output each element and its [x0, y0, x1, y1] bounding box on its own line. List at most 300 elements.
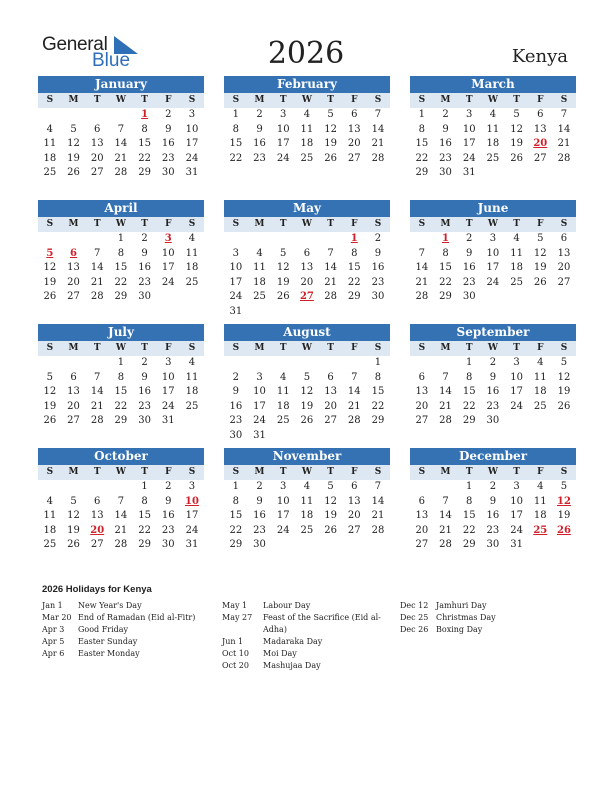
- week-row: [38, 480, 204, 495]
- weekday-label: F: [165, 95, 172, 105]
- day-cell: 5: [327, 481, 334, 492]
- day-cell: 22: [439, 276, 452, 288]
- holiday-day: 12: [557, 495, 571, 507]
- day-cell: 13: [347, 495, 361, 507]
- day-cell: 21: [371, 510, 385, 521]
- month-title: December: [410, 448, 576, 465]
- logo-blue-text: Blue: [92, 50, 131, 71]
- month-january: [38, 76, 204, 181]
- day-cell: 5: [303, 371, 311, 383]
- day-cell: 20: [415, 400, 429, 412]
- day-cell: 13: [90, 138, 104, 149]
- day-cell: 14: [439, 510, 452, 521]
- day-cell: 29: [462, 539, 476, 550]
- week-row: [410, 232, 576, 247]
- week-row: [224, 305, 390, 320]
- day-cell: 8: [418, 123, 426, 135]
- day-cell: 27: [90, 167, 104, 178]
- weekday-label: T: [327, 219, 334, 229]
- empty-day: [62, 232, 86, 247]
- holiday-name: Christmas Day: [436, 613, 496, 622]
- weekday-label: M: [254, 219, 265, 229]
- weekday-label: S: [374, 219, 382, 229]
- week-row: [224, 261, 390, 276]
- week-row: [38, 108, 204, 123]
- day-cell: 31: [462, 167, 476, 178]
- day-cell: 29: [462, 415, 476, 426]
- day-cell: 4: [46, 123, 54, 135]
- day-cell: 22: [138, 152, 151, 164]
- weekday-label: F: [165, 467, 172, 477]
- day-cell: 30: [486, 415, 500, 426]
- day-cell: 22: [347, 276, 361, 288]
- day-cell: 13: [90, 510, 104, 521]
- weekday-label: M: [68, 219, 79, 229]
- day-cell: 3: [513, 481, 520, 492]
- day-cell: 10: [276, 495, 290, 507]
- day-cell: 9: [165, 123, 172, 135]
- weekday-label: T: [93, 95, 101, 105]
- day-cell: 7: [327, 247, 334, 259]
- day-cell: 6: [94, 495, 101, 507]
- day-cell: 20: [347, 138, 361, 149]
- day-cell: 30: [253, 539, 266, 550]
- weekday-label: W: [301, 95, 312, 105]
- day-cell: 8: [466, 371, 473, 383]
- day-cell: 11: [510, 247, 523, 259]
- week-row: [410, 509, 576, 524]
- day-cell: 3: [280, 481, 287, 492]
- empty-day: [528, 290, 552, 305]
- day-cell: 12: [324, 123, 337, 135]
- day-cell: 9: [232, 386, 240, 397]
- week-row: [224, 247, 390, 262]
- day-cell: 22: [415, 152, 429, 164]
- day-cell: 12: [67, 138, 80, 149]
- weekday-label: T: [465, 467, 473, 477]
- day-cell: 19: [557, 510, 571, 521]
- day-cell: 24: [161, 400, 175, 412]
- day-cell: 31: [229, 305, 243, 317]
- day-cell: 17: [510, 386, 523, 397]
- day-cell: 6: [70, 371, 77, 383]
- day-cell: 23: [486, 524, 500, 536]
- weekday-label: T: [141, 95, 148, 105]
- holiday-name: End of Ramadan (Eid al-Fitr): [78, 613, 196, 622]
- day-cell: 5: [327, 109, 334, 120]
- day-cell: 27: [557, 276, 571, 288]
- day-cell: 10: [229, 262, 243, 273]
- day-cell: 27: [347, 152, 361, 164]
- empty-day: [528, 414, 552, 429]
- day-cell: 8: [466, 495, 473, 507]
- day-cell: 8: [141, 123, 148, 135]
- week-row: [410, 137, 576, 152]
- day-cell: 14: [439, 386, 452, 397]
- holiday-item: [42, 612, 202, 624]
- week-row: [224, 524, 390, 539]
- weekday-label: T: [513, 219, 520, 229]
- weekday-header: [224, 465, 390, 480]
- empty-day: [38, 232, 62, 247]
- day-cell: 15: [462, 386, 476, 397]
- holiday-date: Dec 26: [400, 625, 429, 634]
- day-cell: 17: [276, 138, 290, 149]
- week-row: [224, 414, 390, 429]
- week-row: [410, 247, 576, 262]
- empty-day: [319, 232, 343, 247]
- holiday-date: May 1: [222, 601, 248, 610]
- month-title: April: [38, 200, 204, 217]
- day-cell: 25: [533, 400, 547, 412]
- day-cell: 24: [229, 291, 243, 302]
- week-row: [38, 166, 204, 181]
- holiday-name: Boxing Day: [436, 625, 483, 634]
- empty-day: [271, 429, 295, 444]
- day-cell: 19: [300, 400, 314, 412]
- day-cell: 2: [141, 233, 148, 244]
- day-cell: 24: [185, 152, 199, 164]
- day-cell: 8: [232, 495, 240, 507]
- weekday-label: W: [301, 343, 312, 353]
- day-cell: 5: [46, 371, 54, 383]
- day-cell: 8: [374, 371, 382, 383]
- day-cell: 28: [114, 167, 128, 178]
- day-cell: 17: [253, 400, 266, 412]
- empty-day: [38, 480, 62, 495]
- holiday-column: [400, 600, 520, 636]
- weekday-label: S: [46, 343, 54, 353]
- day-cell: 7: [94, 247, 101, 259]
- month-title: February: [224, 76, 390, 93]
- day-cell: 25: [300, 152, 314, 164]
- month-march: [410, 76, 576, 181]
- day-cell: 23: [253, 524, 266, 536]
- day-cell: 4: [489, 109, 497, 120]
- week-row: [410, 290, 576, 305]
- week-row: [38, 152, 204, 167]
- day-cell: 8: [117, 371, 125, 383]
- weekday-header: [410, 465, 576, 480]
- day-cell: 18: [43, 524, 57, 536]
- week-row: [38, 290, 204, 305]
- day-cell: 15: [439, 262, 452, 273]
- day-cell: 1: [232, 109, 240, 120]
- day-cell: 3: [165, 357, 172, 368]
- day-cell: 20: [415, 524, 429, 536]
- day-cell: 24: [185, 524, 199, 536]
- day-cell: 21: [557, 138, 571, 149]
- day-cell: 19: [510, 138, 523, 149]
- day-cell: 16: [253, 138, 266, 149]
- holiday-day: 1: [350, 233, 358, 244]
- day-cell: 28: [347, 415, 361, 426]
- week-row: [38, 414, 204, 429]
- day-cell: 4: [188, 357, 196, 368]
- day-cell: 10: [462, 123, 476, 135]
- day-cell: 9: [141, 371, 148, 383]
- day-cell: 26: [510, 152, 523, 164]
- empty-day: [271, 356, 295, 371]
- empty-day: [62, 480, 86, 495]
- weekday-label: T: [465, 343, 473, 353]
- day-cell: 14: [114, 138, 128, 149]
- day-cell: 29: [114, 415, 128, 426]
- weekday-label: T: [327, 95, 334, 105]
- weekday-label: S: [46, 467, 54, 477]
- day-cell: 11: [533, 495, 547, 507]
- day-cell: 19: [276, 276, 290, 288]
- day-cell: 18: [253, 276, 266, 288]
- day-cell: 28: [114, 539, 128, 550]
- empty-day: [505, 290, 529, 305]
- day-cell: 17: [276, 510, 290, 521]
- weekday-label: S: [374, 95, 382, 105]
- weekday-label: F: [165, 219, 172, 229]
- day-cell: 20: [557, 262, 571, 273]
- empty-day: [366, 305, 390, 320]
- day-cell: 13: [347, 123, 361, 135]
- weekday-label: T: [279, 343, 287, 353]
- day-cell: 5: [537, 233, 544, 244]
- day-cell: 13: [415, 510, 429, 521]
- weekday-label: T: [279, 219, 287, 229]
- empty-day: [271, 305, 295, 320]
- week-row: [224, 152, 390, 167]
- day-cell: 6: [303, 247, 311, 259]
- week-row: [38, 538, 204, 553]
- day-cell: 17: [161, 262, 175, 273]
- week-row: [224, 108, 390, 123]
- weekday-label: W: [301, 219, 312, 229]
- day-cell: 11: [185, 371, 199, 383]
- day-cell: 1: [418, 109, 426, 120]
- day-cell: 1: [466, 357, 473, 368]
- week-row: [224, 385, 390, 400]
- day-cell: 5: [280, 247, 287, 259]
- day-cell: 18: [300, 138, 314, 149]
- day-cell: 12: [276, 262, 290, 273]
- empty-day: [295, 538, 319, 553]
- day-cell: 8: [117, 247, 125, 259]
- day-cell: 27: [533, 152, 547, 164]
- day-cell: 29: [415, 167, 429, 178]
- empty-day: [366, 538, 390, 553]
- holiday-date: Mar 20: [42, 613, 72, 622]
- day-cell: 30: [439, 167, 452, 178]
- day-cell: 10: [510, 371, 523, 383]
- day-cell: 28: [324, 291, 337, 302]
- day-cell: 9: [466, 247, 473, 259]
- weekday-label: F: [351, 467, 358, 477]
- holiday-name: Good Friday: [78, 625, 129, 634]
- day-cell: 18: [486, 138, 500, 149]
- weekday-header: [38, 465, 204, 480]
- month-title: November: [224, 448, 390, 465]
- day-cell: 21: [371, 138, 385, 149]
- day-cell: 3: [256, 371, 263, 383]
- weekday-label: F: [351, 219, 358, 229]
- weekday-label: S: [188, 343, 196, 353]
- holiday-item: [42, 648, 202, 660]
- weekday-label: S: [560, 95, 568, 105]
- week-row: [410, 524, 576, 539]
- day-cell: 8: [442, 247, 449, 259]
- day-cell: 1: [374, 357, 382, 368]
- day-cell: 5: [560, 357, 568, 368]
- week-row: [224, 276, 390, 291]
- day-cell: 23: [462, 276, 476, 288]
- day-cell: 23: [138, 400, 151, 412]
- weekday-header: [224, 217, 390, 232]
- day-cell: 30: [161, 167, 175, 178]
- day-cell: 19: [324, 138, 337, 149]
- day-cell: 14: [557, 123, 571, 135]
- holiday-name: New Year's Day: [78, 601, 142, 610]
- holiday-name: Moi Day: [263, 649, 297, 658]
- day-cell: 25: [510, 276, 523, 288]
- day-cell: 11: [43, 138, 57, 149]
- week-row: [224, 538, 390, 553]
- day-cell: 24: [253, 415, 266, 426]
- month-june: [410, 200, 576, 305]
- holiday-day: 3: [164, 233, 172, 244]
- empty-day: [342, 356, 366, 371]
- empty-day: [505, 166, 529, 181]
- holiday-item: [42, 624, 202, 636]
- day-cell: 21: [439, 400, 452, 412]
- weekday-header: [410, 217, 576, 232]
- weekday-label: T: [327, 343, 334, 353]
- empty-day: [85, 108, 109, 123]
- empty-day: [552, 538, 576, 553]
- empty-day: [410, 232, 434, 247]
- empty-day: [109, 480, 133, 495]
- weekday-label: S: [46, 95, 54, 105]
- weekday-label: W: [115, 467, 126, 477]
- day-cell: 12: [557, 371, 571, 383]
- empty-day: [38, 356, 62, 371]
- empty-day: [271, 538, 295, 553]
- week-row: [224, 480, 390, 495]
- weekday-header: [38, 217, 204, 232]
- day-cell: 2: [165, 481, 172, 492]
- day-cell: 10: [185, 123, 199, 135]
- day-cell: 2: [489, 357, 497, 368]
- day-cell: 28: [557, 152, 571, 164]
- empty-day: [180, 414, 204, 429]
- empty-day: [505, 414, 529, 429]
- week-row: [38, 509, 204, 524]
- day-cell: 16: [161, 510, 175, 521]
- day-cell: 14: [371, 495, 385, 507]
- day-cell: 10: [276, 123, 290, 135]
- holiday-date: Apr 3: [42, 625, 65, 634]
- weekday-label: S: [232, 95, 240, 105]
- day-cell: 2: [232, 371, 240, 383]
- day-cell: 4: [513, 233, 520, 244]
- holiday-name: Labour Day: [263, 601, 311, 610]
- week-row: [224, 495, 390, 510]
- empty-day: [224, 356, 248, 371]
- week-row: [38, 495, 204, 510]
- empty-day: [85, 356, 109, 371]
- weekday-label: T: [279, 95, 287, 105]
- day-cell: 8: [351, 247, 358, 259]
- day-cell: 15: [415, 138, 429, 149]
- weekday-label: S: [188, 95, 196, 105]
- day-cell: 28: [439, 415, 452, 426]
- day-cell: 26: [43, 415, 57, 426]
- day-cell: 26: [300, 415, 314, 426]
- day-cell: 22: [229, 152, 243, 164]
- weekday-label: F: [537, 219, 544, 229]
- empty-day: [295, 232, 319, 247]
- day-cell: 29: [114, 291, 128, 302]
- day-cell: 16: [253, 510, 266, 521]
- weekday-label: W: [301, 467, 312, 477]
- day-cell: 28: [415, 291, 429, 302]
- day-cell: 28: [90, 291, 104, 302]
- day-cell: 30: [138, 291, 151, 302]
- weekday-label: M: [440, 95, 451, 105]
- day-cell: 1: [117, 233, 125, 244]
- weekday-label: F: [537, 343, 544, 353]
- empty-day: [109, 108, 133, 123]
- holiday-name: Easter Monday: [78, 649, 140, 658]
- empty-day: [342, 305, 366, 320]
- day-cell: 2: [256, 109, 263, 120]
- empty-day: [248, 305, 272, 320]
- day-cell: 18: [276, 400, 290, 412]
- weekday-label: T: [141, 343, 148, 353]
- holiday-day: 1: [141, 109, 149, 120]
- day-cell: 23: [161, 152, 175, 164]
- month-title: September: [410, 324, 576, 341]
- week-row: [224, 137, 390, 152]
- day-cell: 17: [185, 138, 199, 149]
- day-cell: 14: [114, 510, 128, 521]
- month-may: [224, 200, 390, 319]
- weekday-label: W: [115, 95, 126, 105]
- week-row: [410, 166, 576, 181]
- day-cell: 15: [138, 138, 151, 149]
- day-cell: 25: [486, 152, 500, 164]
- day-cell: 19: [557, 386, 571, 397]
- week-row: [410, 356, 576, 371]
- day-cell: 6: [418, 495, 426, 507]
- day-cell: 9: [374, 247, 382, 259]
- weekday-label: M: [68, 95, 79, 105]
- day-cell: 12: [324, 495, 337, 507]
- empty-day: [410, 356, 434, 371]
- day-cell: 5: [560, 481, 568, 492]
- day-cell: 25: [185, 400, 199, 412]
- holiday-date: Jan 1: [42, 601, 63, 610]
- day-cell: 15: [114, 386, 128, 397]
- day-cell: 24: [462, 152, 476, 164]
- day-cell: 10: [510, 495, 523, 507]
- weekday-label: M: [254, 343, 265, 353]
- week-row: [410, 371, 576, 386]
- day-cell: 24: [510, 400, 523, 412]
- day-cell: 29: [138, 167, 151, 178]
- day-cell: 26: [533, 276, 547, 288]
- empty-day: [62, 356, 86, 371]
- day-cell: 14: [90, 386, 104, 397]
- empty-day: [248, 232, 272, 247]
- holiday-date: Jun 1: [222, 637, 244, 646]
